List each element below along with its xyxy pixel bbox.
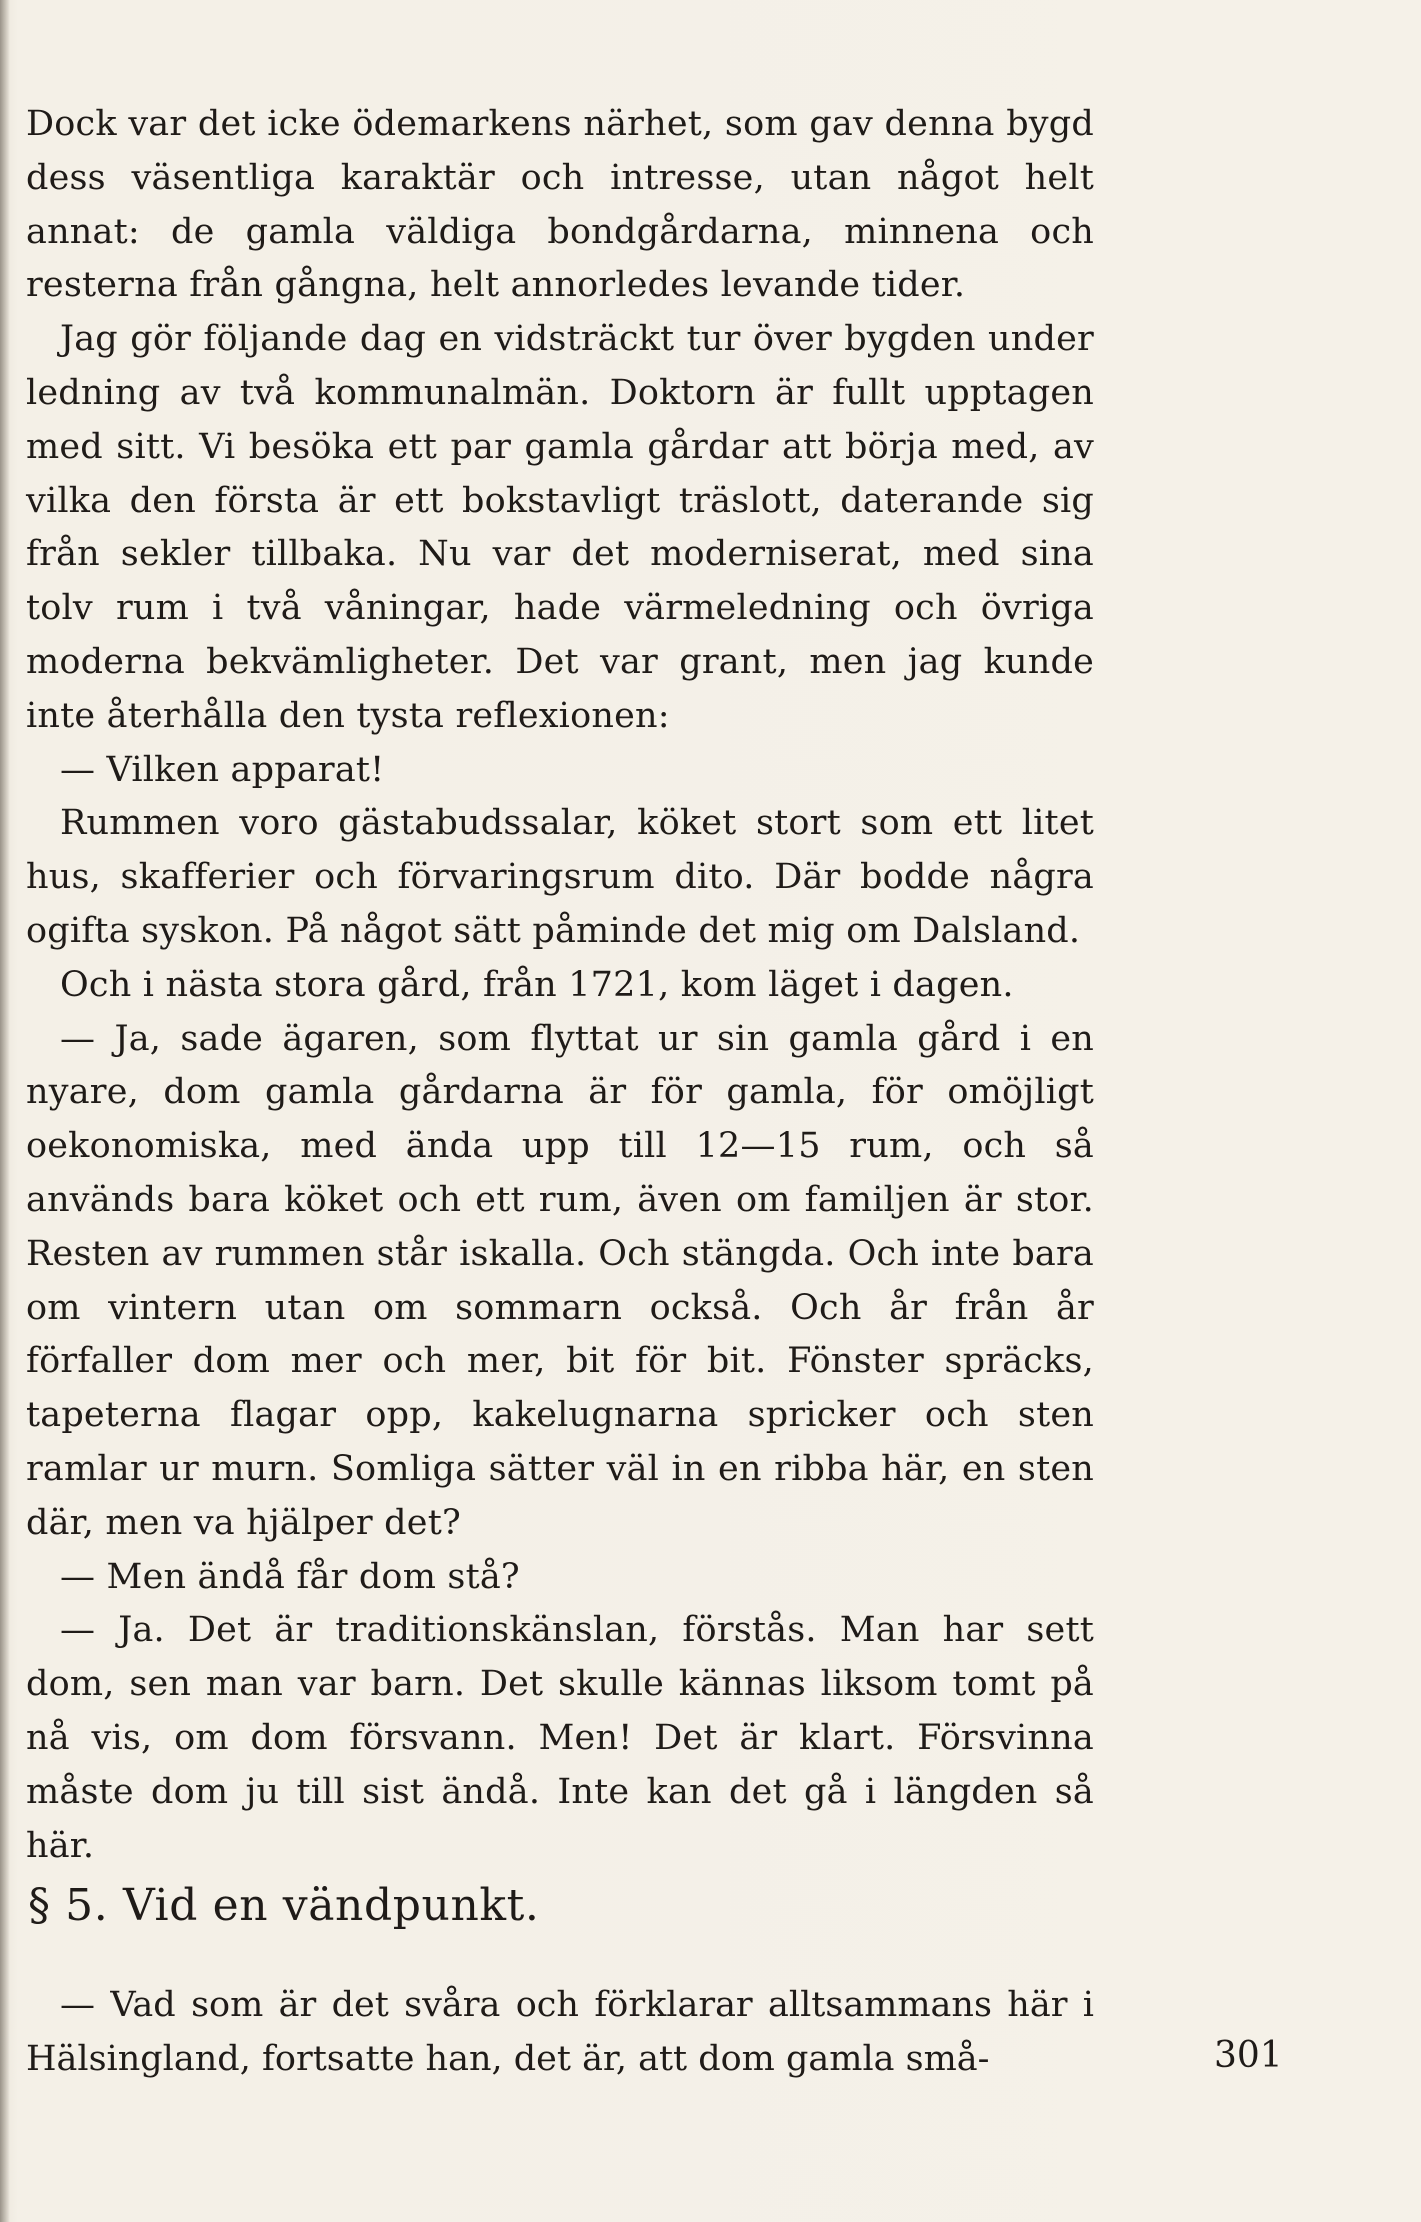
paragraph-4: Rummen voro gästabudssalar, köket stort som ett litet hus, skafferier och förvaringsrum dito. Där bodde några ogifta syskon. På något sätt påminde det mig om Dalsland. bbox=[26, 803, 1094, 951]
paragraph-8: — Ja. Det är traditionskänslan, förstås. Man har sett dom, sen man var barn. Det skulle kännas liksom tomt på nå vis, om dom försvann. Men! Det är klart. Försvinna måste dom ju till sist ändå. Inte kan det gå i längden så här. bbox=[26, 1610, 1094, 1866]
tail-paragraph: — Vad som är det svåra och förklarar alltsammans här i Hälsingland, fortsatte han, det är, att dom gamla små- bbox=[26, 1985, 1094, 2079]
paragraph-1: Dock var det icke ödemarkens närhet, som gav denna bygd dess väsentliga karaktär och intresse, utan något helt annat: de gamla väldiga bondgårdarna, minnena och resterna från gångna, helt annorledes levande tider. bbox=[26, 104, 1094, 306]
tail-text bbox=[26, 1979, 1094, 2087]
paragraph-2: Jag gör följande dag en vidsträckt tur över bygden under ledning av två kommunalmän. Doktorn är fullt upptagen med sitt. Vi besöka ett par gamla gårdar att börja med, av vilka den första är ett bokstavligt träslott, daterande sig från sekler tillbaka. Nu var det moderniserat, med sina tolv rum i två våningar, hade värmeledning och övriga moderna bekvämligheter. Det var grant, men jag kunde inte återhålla den tysta reflexionen: bbox=[26, 319, 1094, 736]
paragraph-7: — Men ändå får dom stå? bbox=[60, 1556, 520, 1597]
paragraph-3: — Vilken apparat! bbox=[60, 749, 385, 790]
paragraph-6: — Ja, sade ägaren, som flyttat ur sin gamla gård i en nyare, dom gamla gårdarna är för gamla, för omöjligt oekonomiska, med ända upp till 12—15 rum, och så används bara köket och ett rum, även om familjen är stor. Resten av rummen står iskalla. Och stängda. Och inte bara om vintern utan om sommarn också. Och år från år förfaller dom mer och mer, bit för bit. Fönster spräcks, tapeterna flagar opp, kakelugnarna spricker och sten ramlar ur murn. Somliga sätter väl in en ribba här, en sten där, men va hjälper det? bbox=[26, 1018, 1094, 1543]
body-text bbox=[26, 98, 1094, 1873]
spine-shadow bbox=[0, 0, 10, 2222]
section-heading: § 5. Vid en vändpunkt. bbox=[28, 1880, 540, 1931]
page-number: 301 bbox=[1214, 2035, 1283, 2076]
paragraph-5: Och i nästa stora gård, från 1721, kom läget i dagen. bbox=[60, 964, 1014, 1005]
